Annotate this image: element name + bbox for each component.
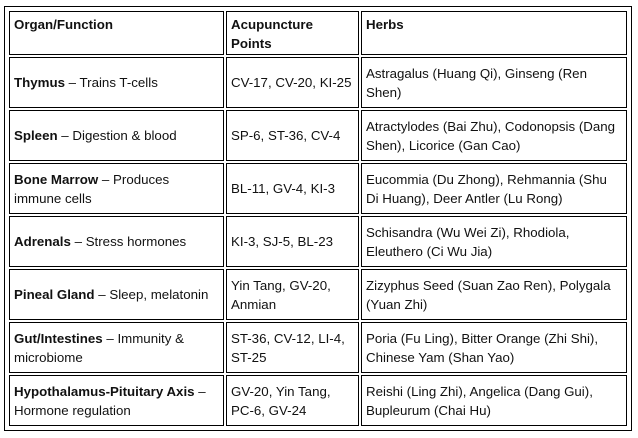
table-row bbox=[9, 322, 627, 373]
organ-name: Pineal Gland bbox=[14, 287, 95, 302]
organ-name: Spleen bbox=[14, 128, 58, 143]
document-table-frame bbox=[4, 6, 632, 431]
organ-name: Gut/Intestines bbox=[14, 330, 103, 346]
organ-function: – Digestion & blood bbox=[57, 128, 177, 143]
points-cell: Yin Tang, GV-20, Anmian bbox=[226, 269, 359, 320]
table-row bbox=[9, 57, 627, 108]
organ-cell bbox=[9, 322, 224, 373]
organ-name: Bone Marrow bbox=[14, 171, 99, 187]
herbs-cell: Reishi (Ling Zhi), Angelica (Dang Gui), Bupleurum (Chai Hu) bbox=[361, 375, 627, 426]
table-row bbox=[9, 375, 627, 426]
organ-name: Thymus bbox=[14, 75, 65, 90]
organ-function: – Produces immune cells bbox=[14, 171, 170, 206]
points-cell: ST-36, CV-12, LI-4, ST-25 bbox=[226, 322, 359, 373]
herbs-cell: Eucommia (Du Zhong), Rehmannia (Shu Di Huang), Deer Antler (Lu Rong) bbox=[361, 163, 627, 214]
organ-cell bbox=[9, 57, 224, 108]
organ-name: Adrenals bbox=[14, 234, 71, 249]
herbs-cell: Atractylodes (Bai Zhu), Codonopsis (Dang Shen), Licorice (Gan Cao) bbox=[361, 110, 627, 161]
organ-name: Hypothalamus-Pituitary Axis bbox=[14, 383, 195, 399]
herbs-cell: Schisandra (Wu Wei Zi), Rhodiola, Eleuthero (Ci Wu Jia) bbox=[361, 216, 627, 267]
table-row bbox=[9, 163, 627, 214]
organ-cell bbox=[9, 216, 224, 267]
organ-cell bbox=[9, 269, 224, 320]
organ-function: – Trains T-cells bbox=[64, 75, 158, 90]
herbs-cell: Zizyphus Seed (Suan Zao Ren), Polygala (Yuan Zhi) bbox=[361, 269, 627, 320]
header-herbs: Herbs bbox=[361, 11, 627, 55]
points-cell: SP-6, ST-36, CV-4 bbox=[226, 110, 359, 161]
organ-function: – Stress hormones bbox=[70, 234, 187, 249]
organ-cell bbox=[9, 375, 224, 426]
points-cell: GV-20, Yin Tang, PC-6, GV-24 bbox=[226, 375, 359, 426]
header-acupuncture-points: Acupuncture Points bbox=[226, 11, 359, 55]
header-organ-function: Organ/Function bbox=[9, 11, 224, 55]
organ-cell bbox=[9, 163, 224, 214]
table-row bbox=[9, 216, 627, 267]
organ-function: – Immunity & microbiome bbox=[14, 330, 184, 365]
table-row bbox=[9, 269, 627, 320]
organ-function: – Sleep, melatonin bbox=[94, 287, 209, 302]
organ-function: – Hormone regulation bbox=[14, 383, 206, 418]
points-cell: BL-11, GV-4, KI-3 bbox=[226, 163, 359, 214]
herbs-cell: Astragalus (Huang Qi), Ginseng (Ren Shen) bbox=[361, 57, 627, 108]
points-cell: CV-17, CV-20, KI-25 bbox=[226, 57, 359, 108]
organ-cell bbox=[9, 110, 224, 161]
table-header-row bbox=[9, 11, 627, 55]
table-row bbox=[9, 110, 627, 161]
organ-acupuncture-herbs-table bbox=[7, 9, 629, 428]
herbs-cell: Poria (Fu Ling), Bitter Orange (Zhi Shi), Chinese Yam (Shan Yao) bbox=[361, 322, 627, 373]
points-cell: KI-3, SJ-5, BL-23 bbox=[226, 216, 359, 267]
